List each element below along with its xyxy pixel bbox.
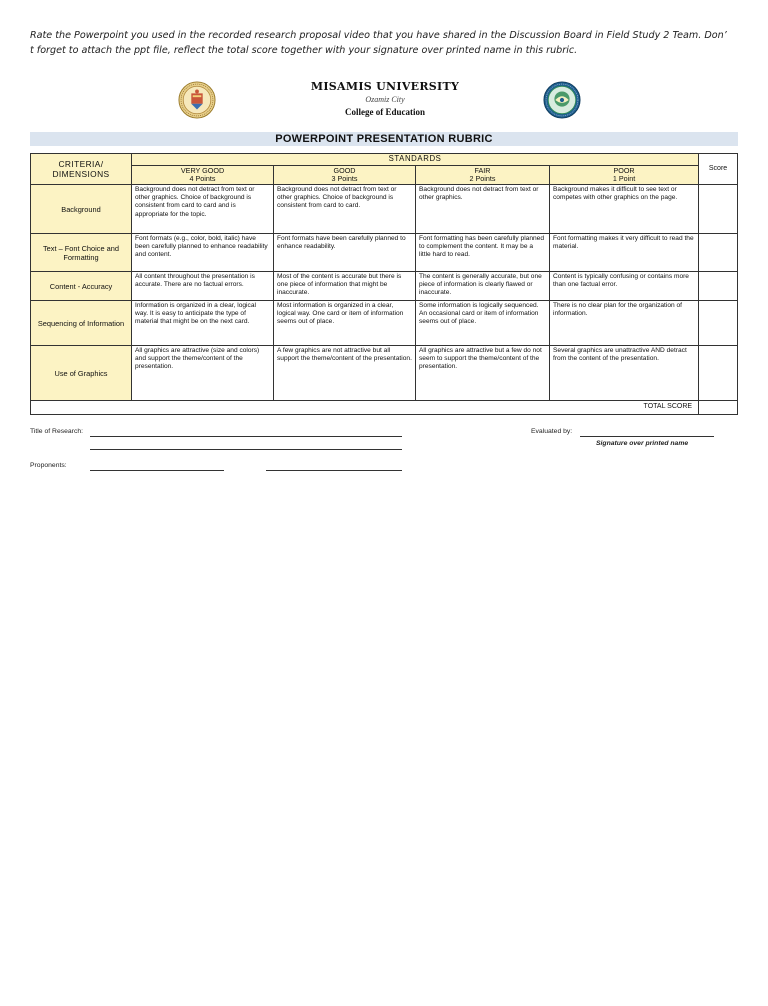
level-points: 1 Point bbox=[612, 174, 636, 183]
score-input-cell[interactable] bbox=[699, 272, 738, 301]
total-row bbox=[31, 401, 738, 415]
table-row bbox=[31, 346, 738, 401]
title-of-research-label: Title of Research: bbox=[30, 428, 84, 435]
score-input-cell[interactable] bbox=[699, 346, 738, 401]
descriptor-good: A few graphics are not attractive but all support the theme/content of the presentation. bbox=[274, 346, 416, 401]
descriptor-very-good: Font formats (e.g., color, bold, italic) have been carefully planned to enhance readability and content. bbox=[132, 234, 274, 272]
college-name: College of Education bbox=[345, 107, 425, 117]
proponents-label: Proponents: bbox=[30, 462, 67, 469]
descriptor-fair: Font formatting has been carefully planned to complement the content. It may be a little hard to read. bbox=[416, 234, 550, 272]
level-name: GOOD bbox=[333, 166, 356, 175]
descriptor-good: Most of the content is accurate but there is one piece of information that might be inaccurate. bbox=[274, 272, 416, 301]
level-points: 2 Points bbox=[469, 174, 496, 183]
descriptor-poor: There is no clear plan for the organization of information. bbox=[550, 301, 699, 346]
signature-line[interactable] bbox=[580, 436, 714, 437]
table-row bbox=[31, 185, 738, 234]
score-input-cell[interactable] bbox=[699, 234, 738, 272]
title-of-research-line-1[interactable] bbox=[90, 436, 402, 437]
criterion-text-font: Text – Font Choice and Formatting bbox=[31, 234, 132, 272]
title-of-research-line-2[interactable] bbox=[90, 449, 402, 450]
descriptor-poor: Font formatting makes it very difficult to read the material. bbox=[550, 234, 699, 272]
score-header: Score bbox=[699, 154, 738, 185]
descriptor-good: Font formats have been carefully planned to enhance readability. bbox=[274, 234, 416, 272]
level-points: 3 Points bbox=[331, 174, 358, 183]
table-row bbox=[31, 272, 738, 301]
standards-header: STANDARDS bbox=[132, 154, 699, 166]
table-row bbox=[31, 234, 738, 272]
descriptor-fair: Some information is logically sequenced. An occasional card or item of information seems out of place. bbox=[416, 301, 550, 346]
descriptor-poor: Several graphics are unattractive AND detract from the content of the presentation. bbox=[550, 346, 699, 401]
criterion-background: Background bbox=[31, 185, 132, 234]
level-very-good bbox=[132, 166, 274, 185]
rubric-table bbox=[30, 153, 738, 415]
evaluated-by-label: Evaluated by: bbox=[531, 428, 573, 435]
levels-row bbox=[31, 166, 738, 185]
level-name: FAIR bbox=[474, 166, 491, 175]
signature-caption: Signature over printed name bbox=[596, 440, 689, 447]
criterion-sequencing: Sequencing of Information bbox=[31, 301, 132, 346]
level-name: VERY GOOD bbox=[180, 166, 225, 175]
university-seal-icon bbox=[178, 81, 216, 119]
descriptor-good: Most information is organized in a clear, logical way. One card or item of information seems out of place. bbox=[274, 301, 416, 346]
descriptor-fair: All graphics are attractive but a few do not seem to support the theme/content of the presentation. bbox=[416, 346, 550, 401]
descriptor-very-good: All content throughout the presentation is accurate. There are no factual errors. bbox=[132, 272, 274, 301]
criteria-header: CRITERIA/ DIMENSIONS bbox=[31, 154, 132, 185]
table-row bbox=[31, 301, 738, 346]
total-score-input-cell[interactable] bbox=[699, 401, 738, 415]
rubric-title: POWERPOINT PRESENTATION RUBRIC bbox=[275, 133, 493, 145]
criterion-content-accuracy: Content - Accuracy bbox=[31, 272, 132, 301]
score-input-cell[interactable] bbox=[699, 301, 738, 346]
descriptor-poor: Content is typically confusing or contains more than one factual error. bbox=[550, 272, 699, 301]
total-score-label: TOTAL SCORE bbox=[31, 401, 699, 415]
score-input-cell[interactable] bbox=[699, 185, 738, 234]
descriptor-poor: Background makes it difficult to see text or competes with other graphics on the page. bbox=[550, 185, 699, 234]
proponent-line-2[interactable] bbox=[266, 470, 402, 471]
descriptor-very-good: Background does not detract from text or other graphics. Choice of background is consistent from card to card and is appropriate for the topic. bbox=[132, 185, 274, 234]
table-header-row bbox=[31, 154, 738, 166]
criterion-graphics: Use of Graphics bbox=[31, 346, 132, 401]
descriptor-fair: Background does not detract from text or other graphics. bbox=[416, 185, 550, 234]
school-name: MISAMIS UNIVERSITY bbox=[310, 80, 460, 93]
descriptor-very-good: All graphics are attractive (size and colors) and support the theme/content of the presentation. bbox=[132, 346, 274, 401]
level-points: 4 Points bbox=[189, 174, 216, 183]
level-name: POOR bbox=[613, 166, 635, 175]
descriptor-fair: The content is generally accurate, but one piece of information is clearly flawed or inaccurate. bbox=[416, 272, 550, 301]
level-fair bbox=[416, 166, 550, 185]
proponent-line-1[interactable] bbox=[90, 470, 224, 471]
college-seal-icon bbox=[543, 81, 581, 119]
school-city: Ozamiz City bbox=[365, 95, 405, 104]
level-poor bbox=[550, 166, 699, 185]
level-good bbox=[274, 166, 416, 185]
descriptor-very-good: Information is organized in a clear, logical way. It is easy to anticipate the type of material that might be on the next card. bbox=[132, 301, 274, 346]
descriptor-good: Background does not detract from text or other graphics. Choice of background is consistent from card to card. bbox=[274, 185, 416, 234]
instructions-text: Rate the Powerpoint you used in the recorded research proposal video that you have shared in the Discussion Board in Field Study 2 Team. Don’ t forget to attach the ppt file, reflect the total score together with your signature over printed name in this rubric. bbox=[30, 30, 727, 56]
